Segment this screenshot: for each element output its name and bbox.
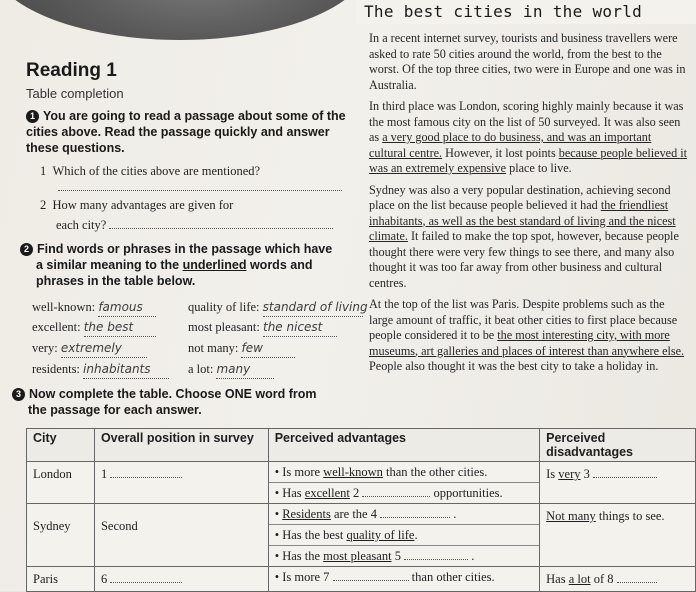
completion-table — [26, 428, 696, 592]
dis-underlined: Not many — [546, 509, 596, 523]
question-2-text-a: How many advantages are given for — [52, 198, 234, 212]
vocab-label: not many: — [188, 341, 239, 355]
vocab-row-2-right — [188, 318, 337, 337]
question-2-cont — [56, 216, 333, 234]
answer-blank-4[interactable] — [380, 505, 450, 518]
adv-text: Has the — [282, 549, 324, 563]
table-header-row — [27, 429, 696, 462]
passage-text: In third place was London, scoring highly mainly because it was the most famous city on the list of 50 surveyed. It was also seen as — [369, 99, 684, 144]
task1-instruction — [26, 108, 351, 156]
vocab-row-1 — [32, 298, 156, 317]
city-name: Paris — [33, 572, 58, 586]
adv-text: than other cities. — [408, 570, 495, 584]
vocab-label: very: — [32, 341, 58, 355]
vocab-label: excellent: — [32, 320, 81, 334]
passage-text: People also thought it was the best city to take a holiday in. — [369, 359, 659, 373]
blank-number: 3 — [580, 467, 594, 481]
header-city: City — [27, 429, 95, 462]
city-photo — [0, 0, 370, 40]
vocab-answer[interactable]: standard of living — [263, 298, 363, 317]
adv-text: than the other cities. — [382, 465, 488, 479]
vocab-answer[interactable]: few — [241, 339, 295, 358]
passage-underlined: a very good place to do business, and was an important cultural centre. — [369, 130, 652, 160]
position-number: 1 — [100, 467, 108, 481]
passage-text: Sydney was also a very popular destination, achieving second place on the list because people believed it had — [369, 182, 671, 212]
passage-paragraph-4 — [369, 297, 691, 375]
advantage-item — [269, 483, 539, 503]
cell-city — [27, 504, 95, 567]
passage-text: However, it lost points — [442, 145, 559, 160]
cell-advantages — [268, 462, 539, 504]
cell-position — [94, 504, 268, 567]
passage-text: place to live. — [506, 161, 572, 175]
task3-number: 3 — [12, 388, 25, 401]
city-name: London — [33, 467, 72, 481]
advantage-item: • Has the most pleasant 5 . — [274, 549, 475, 563]
position-text: Second — [100, 519, 138, 533]
passage-text: At the top of the list was Paris. Despite problems such as the large amount of traffic, it beat other cities to first place because people considered it to be — [369, 297, 678, 342]
passage-underlined: because people believed it was an extremely expensive — [369, 145, 687, 175]
task2-text-c: phrases in the table below. — [36, 274, 196, 288]
adv-text: Has the best — [282, 528, 347, 542]
question-1-answer-line[interactable] — [58, 178, 342, 191]
table-row-paris — [27, 567, 696, 592]
vocab-row-3-right — [188, 339, 295, 358]
bullet-icon: • — [274, 570, 280, 584]
bullet-icon: • — [274, 528, 280, 542]
task2-text-a: Find words or phrases in the passage which have — [37, 242, 333, 256]
adv-underlined: quality of life — [346, 528, 415, 542]
header-disadvantages: Perceived disadvantages — [540, 429, 696, 462]
cell-advantages — [268, 567, 539, 592]
vocab-answer[interactable]: famous — [98, 298, 156, 317]
passage-paragraph-3 — [369, 183, 691, 292]
vocab-row-3 — [32, 339, 147, 358]
answer-blank-5[interactable] — [404, 547, 468, 560]
task2-text-b1: a similar meaning to the — [36, 258, 183, 272]
cell-city — [27, 567, 95, 592]
answer-blank-6[interactable] — [110, 570, 182, 583]
vocab-answer[interactable]: the nicest — [263, 318, 337, 337]
answer-blank-8[interactable] — [617, 570, 657, 583]
advantage-item — [269, 567, 539, 587]
header-advantages: Perceived advantages — [268, 429, 539, 462]
adv-text: Is more — [282, 465, 324, 479]
task1-text: You are going to read a passage about some of the cities above. Read the passage quickly and answer these questions. — [26, 109, 346, 155]
passage-text: It failed to make the top spot, however, because people thought there were very few things to see there, and many also thought it was too far away from other business and cultural centres. — [369, 229, 679, 290]
adv-underlined: well-known — [323, 465, 383, 479]
task2-number: 2 — [20, 243, 33, 256]
vocab-answer[interactable]: the best — [84, 318, 156, 337]
dis-text: Is — [546, 467, 559, 481]
answer-blank-1[interactable] — [110, 465, 182, 478]
adv-text: Has — [282, 486, 305, 500]
header-position: Overall position in survey — [94, 429, 268, 462]
task1-number: 1 — [26, 110, 39, 123]
answer-blank-2[interactable] — [362, 484, 430, 497]
question-2-number: 2 — [40, 198, 47, 212]
city-name: Sydney — [33, 519, 71, 533]
cell-disadvantages — [540, 504, 696, 567]
bullet-icon: • — [274, 465, 280, 479]
question-1-text: Which of the cities above are mentioned? — [52, 164, 261, 178]
cell-advantages — [268, 504, 539, 567]
reading-subtitle: Table completion — [26, 86, 124, 101]
vocab-label: most pleasant: — [188, 320, 260, 334]
vocab-answer[interactable]: many — [216, 360, 274, 379]
adv-underlined: excellent — [304, 486, 350, 500]
question-2-text-b: each city? — [56, 218, 107, 232]
question-2 — [40, 196, 233, 214]
bullet-icon: • — [274, 486, 280, 500]
adv-text: opportunities. — [430, 486, 503, 500]
adv-underlined: most pleasant — [323, 549, 392, 563]
task3-instruction — [12, 386, 372, 418]
reading-passage — [369, 31, 691, 381]
adv-text: Is more 7 — [282, 570, 333, 584]
bullet-icon: • — [274, 507, 280, 521]
bullet-icon: • — [274, 549, 280, 563]
vocab-label: residents: — [32, 362, 80, 376]
vocab-label: well-known: — [32, 300, 96, 314]
table-row-london — [27, 462, 696, 504]
task2-text-underlined: underlined — [182, 258, 247, 272]
answer-blank-7[interactable] — [333, 568, 409, 581]
reading-title: Reading 1 — [26, 60, 117, 81]
cell-disadvantages — [540, 567, 696, 592]
vocab-row-4-right — [188, 360, 274, 379]
adv-underlined: Residents — [282, 507, 331, 521]
task2-text-b2: words and — [246, 258, 313, 272]
vocab-row-4 — [32, 360, 169, 379]
passage-underlined: the most interesting city, with more museums, art galleries and places of interest than anywhere else. — [369, 328, 685, 358]
position-number: 6 — [100, 572, 108, 586]
advantage-item: • Residents are the 4 . — [269, 504, 539, 525]
dis-underlined: a lot — [568, 572, 591, 586]
page-title: The best cities in the world — [356, 0, 696, 24]
dis-text: Has — [546, 572, 569, 586]
cell-disadvantages — [540, 462, 696, 504]
vocab-label: quality of life: — [188, 300, 260, 314]
answer-blank-3[interactable] — [593, 465, 657, 478]
task2-instruction — [20, 241, 360, 289]
advantage-item — [269, 462, 539, 483]
question-1-number: 1 — [40, 164, 47, 178]
passage-paragraph-1: In a recent internet survey, tourists and business travellers were asked to rate 50 cities around the world, from the best to the worst. Of the top three cities, two were in Europe and one was in Australia. — [369, 31, 686, 92]
passage-underlined: the friendliest inhabitants, as well as the best standard of living and the nicest climate. — [369, 198, 676, 243]
adv-text: are the 4 — [330, 507, 381, 521]
vocab-row-2 — [32, 318, 156, 337]
advantage-item — [269, 525, 539, 546]
vocab-label: a lot: — [188, 362, 214, 376]
question-2-answer-line[interactable] — [109, 216, 333, 229]
vocab-answer[interactable]: extremely — [61, 339, 147, 358]
cell-position — [94, 462, 268, 504]
vocab-row-1-right — [188, 298, 368, 317]
cell-city — [27, 462, 95, 504]
adv-text: . — [414, 528, 418, 542]
vocab-answer[interactable]: inhabitants — [83, 360, 169, 379]
dis-underlined: very — [558, 467, 581, 481]
cell-position — [94, 567, 268, 592]
task3-text-a: Now complete the table. Choose ONE word from — [29, 387, 317, 401]
passage-paragraph-2 — [369, 99, 691, 177]
blank-number: of 8 — [590, 572, 617, 586]
task3-text-b: the passage for each answer. — [28, 403, 202, 417]
blank-number: 5 — [391, 549, 405, 563]
dis-text: things to see. — [595, 509, 665, 523]
table-row-sydney — [27, 504, 696, 567]
blank-number: 2 — [349, 486, 363, 500]
